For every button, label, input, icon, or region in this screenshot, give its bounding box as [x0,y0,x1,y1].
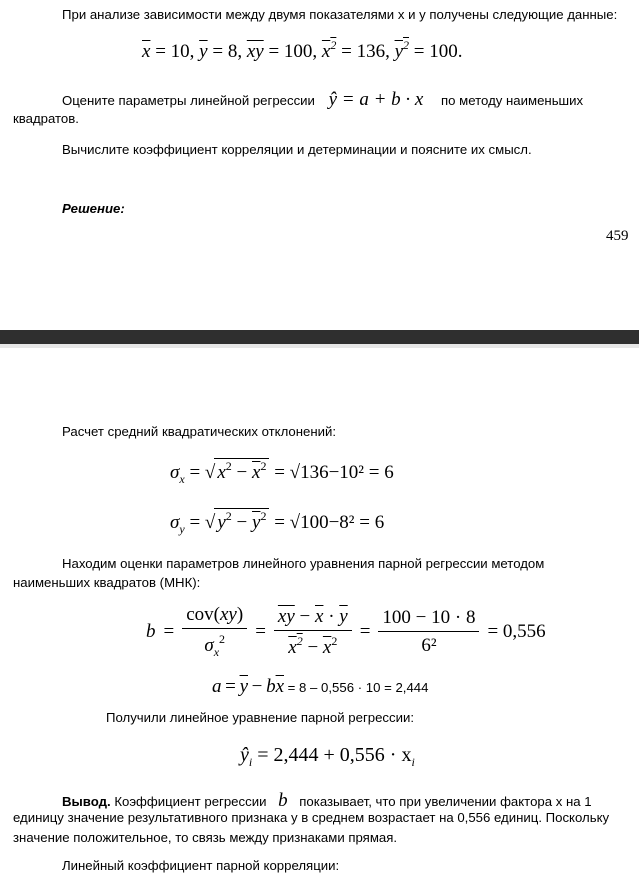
given-x: 10 [170,41,190,62]
b-numerator: 100 − 10 · 8 [378,607,479,632]
regression-formula: ŷ = a + b · x [328,89,424,110]
intro-text: При анализе зависимости между двумя показателями x и y получены следующие данные: [62,7,618,22]
given-data-line: $\overline{x} = 10$, $\overline{y} = 8$, $\overline{xy} = 100$, $x^2 = 136$, $y^2 = 100$. [142,38,463,62]
task1-tail: квадратов. [13,111,79,126]
conclusion-line3: значение положительное, то связь между признаками прямая. [13,830,398,845]
b-frac-values [378,607,479,657]
page-separator [0,330,639,344]
sigma-y-formula: $\sigma_y$ = √ $y^2 - \overline{y}^2 = √100-8^2 = 6$ [170,509,385,536]
b-frac-means: $\frac{\overline{xy} - \overline{x} \cdot \overline{y}}{x^2 - \overline{x}^2}$ [274,606,352,659]
sigma-x-formula: $\sigma_x$ = √ $x^2 - \overline{x}^2 = √136-10^2 = 6$ [170,459,394,486]
page-separator-shadow [0,344,639,348]
given-y: 8 [227,41,238,62]
equation-rhs: = 2,444 + 0,556 · x [257,744,412,766]
given-y2: 100 [429,41,458,62]
b-frac-cov: $\frac{\text{cov(xy)}}{\sigma_x^2}$ [182,604,247,660]
b-formula: b = $\frac{\text{cov(xy)}}{\sigma_x^2}$ = $\frac{\overline{xy} - \overline{x} \cdot \overline{y}}{x^2 - \overline{x}^2}$ = $\frac{100 - 10 \cdot 8}{\text{6²}}$ = 0,556 [146,604,546,659]
mnk-text-line2: наименьших квадратов (МНК): [13,575,201,590]
got-equation-text: Получили линейное уравнение парной регрессии: [106,710,415,725]
regression-equation: $ŷ_i = 2,444 + 0,556 \cdot x_i$ [240,744,415,769]
sigma-x-result: = √136−10² = 6 [274,462,394,483]
conclusion-line2: единицу значение результативного признака y в среднем возрастает на 0,556 единиц. Поскольку [13,810,610,825]
task2-text: Вычислите коэффициент корреляции и детерминации и поясните их смысл. [62,142,532,157]
page-number: 459 [606,228,629,244]
solution-heading: Решение: [62,201,125,216]
sigma-y-result: = √100−8² = 6 [274,512,385,533]
b-denominator: 6² [421,635,437,656]
conclusion-line1: Вывод. Коэффициент регрессии b показывает, что при увеличении фактора x на 1 [62,790,592,811]
a-formula: $a = \overline{y} - b\overline{x} = 8 - 0,556 \cdot 10 = 2,444$ [212,676,429,697]
mnk-text-line1: Находим оценки параметров линейного уравнения парной регрессии методом [62,556,545,571]
b-value: = 0,556 [487,621,546,642]
task1-text: Оцените параметры линейной регрессии ŷ = a + b · x по методу наименьших [62,89,584,110]
given-xy: 100 [283,41,313,62]
corr-heading: Линейный коэффициент парной корреляции: [62,858,340,873]
given-x2: 136 [356,41,386,62]
std-heading: Расчет средний квадратических отклонений: [62,424,337,439]
a-value: = 8 – 0,556 · 10 = 2,444 [287,680,429,695]
